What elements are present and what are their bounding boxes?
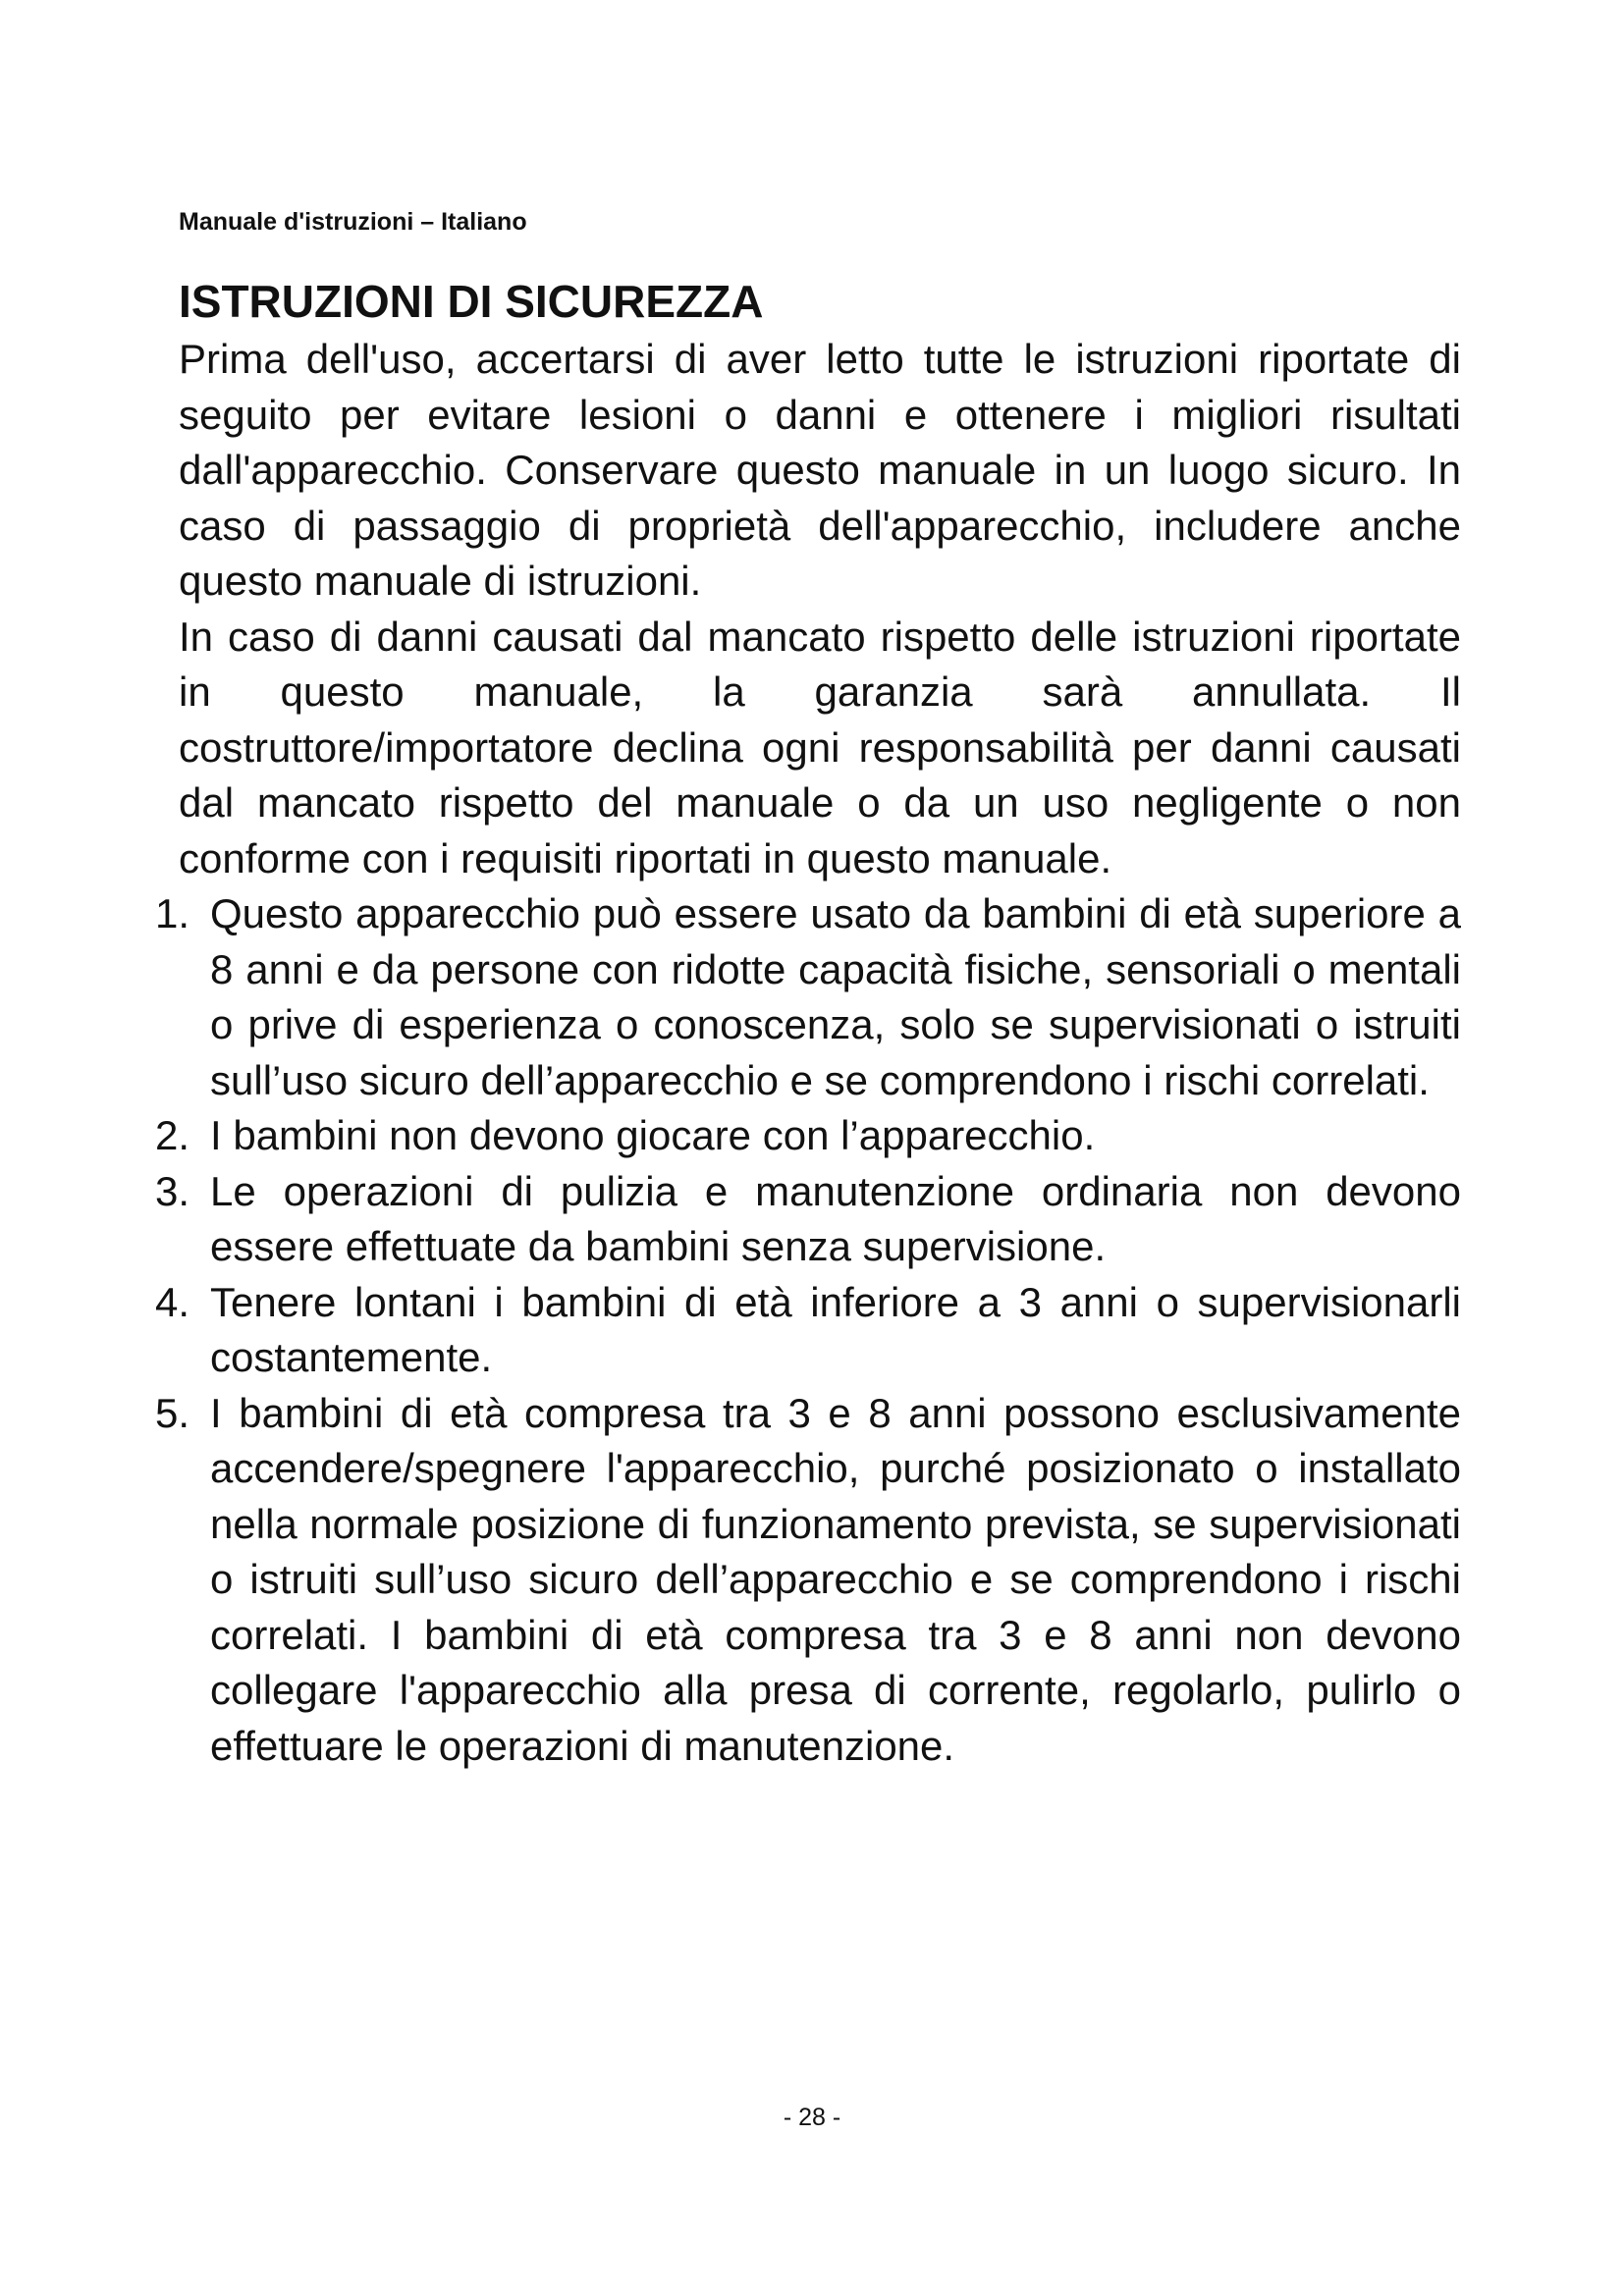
list-item-text: Questo apparecchio può essere usato da bambini di età superiore a 8 anni e da persone con ridotte capacità fisiche, sensoriali o mentali o prive di esperienza o conoscenza, solo se supervisionati o istruiti sull’uso sicuro dell’apparecchio e se comprendono i rischi correlati.: [210, 890, 1461, 1103]
list-item-text: Le operazioni di pulizia e manutenzione ordinaria non devono essere effettuate da bambini senza supervisione.: [210, 1167, 1461, 1269]
list-item-text: I bambini di età compresa tra 3 e 8 anni possono esclusivamente accendere/spegnere l'apparecchio, purché posizionato o installato nella normale posizione di funzionamento prevista, se supervisionati o istruiti sull’uso sicuro dell’apparecchio e se comprendono i rischi correlati. I bambini di età compresa tra 3 e 8 anni non devono collegare l'apparecchio alla presa di corrente, regolarlo, pulirlo o effettuare le operazioni di manutenzione.: [210, 1389, 1461, 1769]
list-item-number: 1.: [155, 890, 190, 936]
list-item-text: Tenere lontani i bambini di età inferiore a 3 anni o supervisionarli costantemente.: [210, 1278, 1461, 1380]
safety-instructions-list: [155, 886, 1461, 1774]
page-number: - 28 -: [783, 2104, 841, 2131]
list-item: [155, 1108, 1461, 1164]
section-title: ISTRUZIONI DI SICUREZZA: [179, 276, 764, 327]
intro-paragraph: Prima dell'uso, accertarsi di aver letto tutte le istruzioni riportate di seguito per evitare lesioni o danni e ottenere i migliori risultati dall'apparecchio. Conservare questo manuale in un luogo sicuro. In caso di passaggio di proprietà dell'apparecchio, includere anche questo manuale di istruzioni.: [179, 336, 1461, 604]
list-item: [155, 1275, 1461, 1386]
list-item: [155, 886, 1461, 1108]
list-item-number: 4.: [155, 1278, 190, 1325]
list-item-text: I bambini non devono giocare con l’apparecchio.: [210, 1112, 1096, 1158]
running-header: Manuale d'istruzioni – Italiano: [179, 208, 527, 236]
page-content: [155, 271, 1461, 1774]
list-item: [155, 1386, 1461, 1775]
list-item: [155, 1164, 1461, 1275]
list-item-number: 5.: [155, 1389, 190, 1436]
list-item-number: 2.: [155, 1112, 190, 1158]
list-item-number: 3.: [155, 1167, 190, 1214]
warranty-paragraph: In caso di danni causati dal mancato rispetto delle istruzioni riportate in questo manuale, la garanzia sarà annullata. Il costruttore/importatore declina ogni responsabilità per danni causati dal mancato rispetto del manuale o da un uso negligente o non conforme con i requisiti riportati in questo manuale.: [179, 613, 1461, 881]
